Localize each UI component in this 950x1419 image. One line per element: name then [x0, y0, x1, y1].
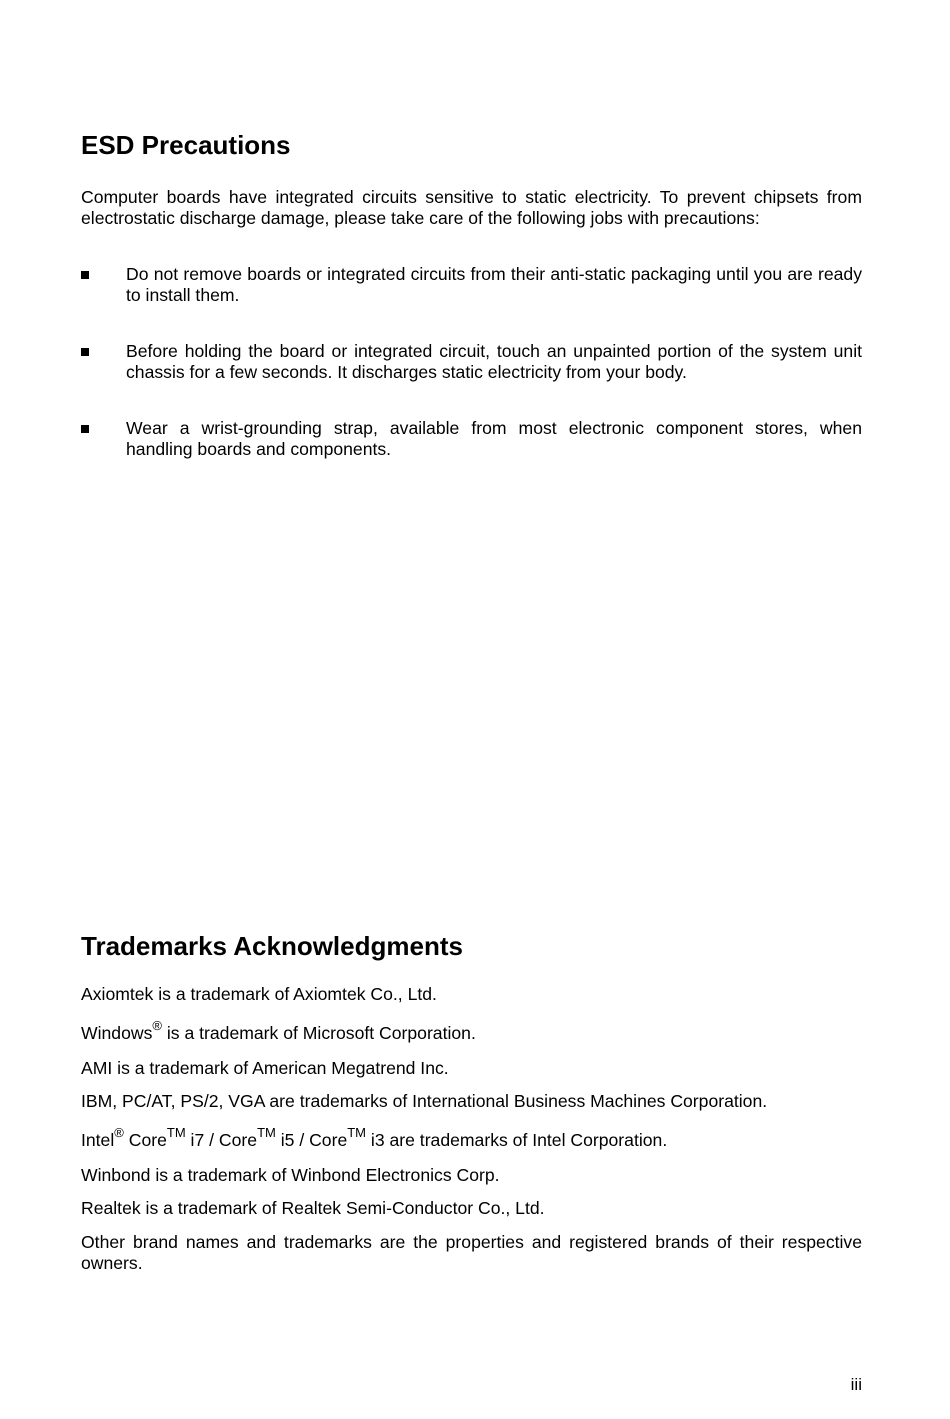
- windows-rest: is a trademark of Microsoft Corporation.: [161, 1023, 476, 1043]
- square-bullet-icon: [81, 348, 89, 356]
- trademarks-heading: Trademarks Acknowledgments: [81, 931, 463, 961]
- registered-mark: ®: [114, 1125, 124, 1141]
- trademark-axiomtek: Axiomtek is a trademark of Axiomtek Co., Ltd.: [81, 984, 437, 1004]
- intel-core-text: Core: [123, 1130, 167, 1150]
- intel-i5-text: i5 / Core: [275, 1130, 348, 1150]
- intel-name: Intel: [81, 1130, 115, 1150]
- trademark-intel: [81, 1125, 862, 1151]
- intel-rest-text: i3 are trademarks of Intel Corporation.: [366, 1130, 668, 1150]
- esd-bullet-text: Wear a wrist-grounding strap, available from most electronic component stores, when handling boards and components.: [126, 418, 862, 459]
- esd-precautions-heading: ESD Precautions: [81, 130, 291, 160]
- trademark-winbond: Winbond is a trademark of Winbond Electronics Corp.: [81, 1165, 500, 1185]
- trademark-mark: TM: [257, 1125, 276, 1141]
- trademark-other: Other brand names and trademarks are the properties and registered brands of their respective owners.: [81, 1232, 862, 1273]
- esd-bullet-text: Do not remove boards or integrated circuits from their anti-static packaging until you are ready to install them.: [126, 264, 862, 305]
- esd-bullet-text: Before holding the board or integrated circuit, touch an unpainted portion of the system unit chassis for a few seconds. It discharges static electricity from your body.: [126, 341, 862, 382]
- esd-intro-paragraph: Computer boards have integrated circuits sensitive to static electricity. To prevent chipsets from electrostatic discharge damage, please take care of the following jobs with precautions:: [81, 187, 862, 228]
- trademark-mark: TM: [166, 1125, 186, 1141]
- registered-mark: ®: [152, 1018, 162, 1034]
- square-bullet-icon: [81, 271, 89, 279]
- trademark-ami: AMI is a trademark of American Megatrend Inc.: [81, 1058, 449, 1078]
- trademark-windows: [81, 1018, 862, 1044]
- windows-name: Windows: [81, 1023, 153, 1043]
- intel-i7-text: i7 / Core: [185, 1130, 258, 1150]
- square-bullet-icon: [81, 425, 89, 433]
- trademark-realtek: Realtek is a trademark of Realtek Semi-Conductor Co., Ltd.: [81, 1198, 545, 1218]
- page-number: iii: [850, 1375, 862, 1394]
- trademark-mark: TM: [347, 1125, 367, 1141]
- trademark-ibm: IBM, PC/AT, PS/2, VGA are trademarks of International Business Machines Corporation.: [81, 1091, 768, 1111]
